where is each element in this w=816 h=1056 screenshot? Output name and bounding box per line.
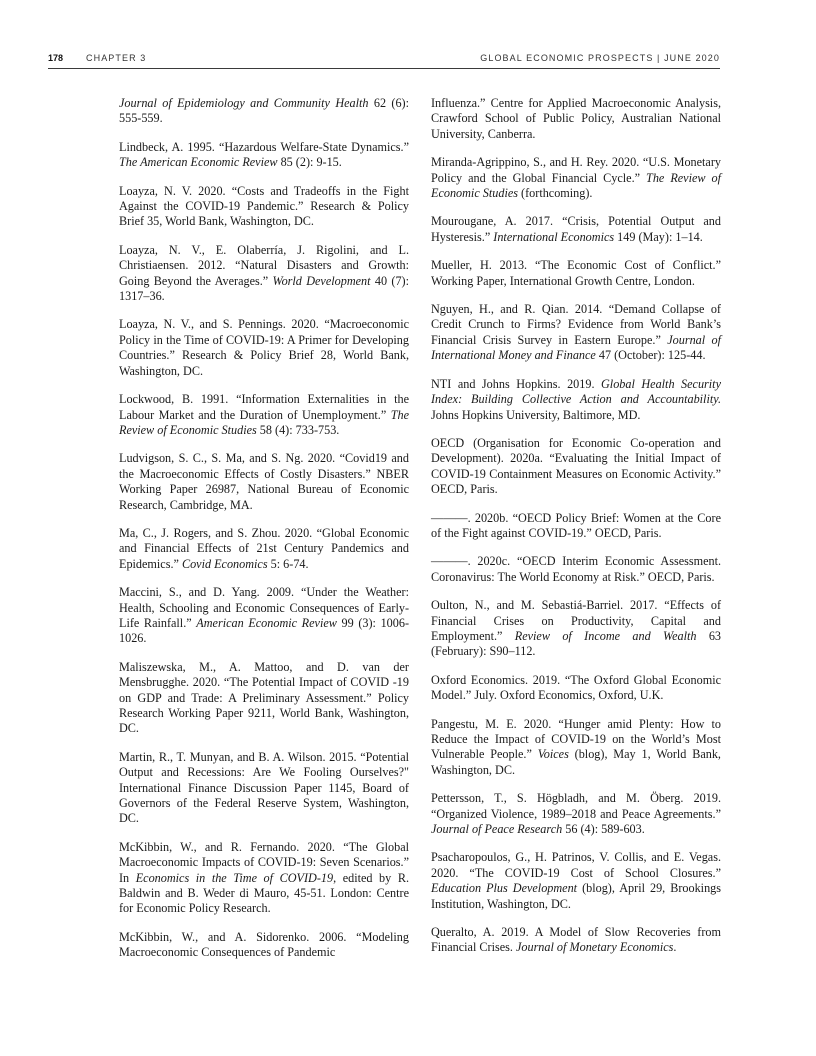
reference-text: , edited by R. Baldwin and B. Weder di Mauro, 45-51. London: Centre for Economic Policy Research. [119, 870, 409, 916]
reference-source-title: The Review of Economic Studies [119, 407, 409, 437]
reference-entry [119, 660, 409, 737]
reference-text: 63 (February): S90–112. [431, 628, 722, 659]
page-number: 178 [48, 53, 64, 63]
reference-entry [119, 585, 409, 647]
running-header [48, 50, 720, 69]
reference-text: Miranda-Agrippino, S., and H. Rey. 2020. “U.S. Monetary Policy and the Global Financial Cycle.” [431, 155, 721, 185]
reference-text: Maccini, S., and D. Yang. 2009. “Under the Weather: Health, Schooling and Economic Consequences of Early-Life Rainfall.” [119, 585, 409, 630]
reference-text: 56 (4): 589-603. [562, 822, 645, 837]
reference-text: ———. 2020c. “OECD Interim Economic Assessment. Coronavirus: The World Economy at Risk.” OECD, Paris. [431, 554, 721, 584]
reference-text: Nguyen, H., and R. Qian. 2014. “Demand Collapse of Credit Crunch to Firms? Evidence from World Bank’s Financial Crisis Survey in Eastern Europe.” [431, 302, 721, 347]
reference-text: Maliszewska, M., A. Mattoo, and D. van der Mensbrugghe. 2020. “The Potential Impact of COVID -19 on GDP and Trade: A Preliminary Assessment.” Policy Research Working Paper 9211, World Bank, Washington, DC. [119, 659, 409, 736]
reference-source-title: World Development [272, 273, 371, 288]
reference-text: 62 (6): 555-559. [119, 96, 409, 126]
reference-source-title: American Economic Review [196, 615, 337, 630]
reference-text: Oulton, N., and M. Sebastiá-Barriel. 2017. “Effects of Financial Crises on Productivity, Capital and Employment.” [431, 598, 721, 643]
reference-source-title: Journal of International Money and Finance [431, 332, 721, 363]
reference-source-title: Journal of Epidemiology and Community Health [119, 96, 369, 110]
reference-source-title: Education Plus Development [431, 881, 578, 896]
reference-entry [119, 750, 409, 827]
reference-source-title: Journal of Monetary Economics [515, 940, 674, 955]
reference-text: Loayza, N. V., and S. Pennings. 2020. “Macroeconomic Policy in the Time of COVID-19: A Primer for Developing Countries.” Research & Policy Brief 28, World Bank, Washington, DC. [119, 317, 409, 378]
reference-text: Influenza.” Centre for Applied Macroeconomic Analysis, Crawford School of Public Policy, Australian National University, Canberra. [431, 96, 721, 141]
reference-entry [431, 302, 721, 364]
reference-text: Ma, C., J. Rogers, and S. Zhou. 2020. “Global Economic and Financial Effects of 21st Century Pandemics and Epidemics.” [119, 525, 409, 571]
reference-entry [431, 258, 721, 289]
reference-entry [119, 140, 409, 171]
reference-text: Lockwood, B. 1991. “Information Externalities in the Labour Market and the Duration of Unemployment.” [119, 392, 409, 422]
reference-entry [431, 436, 721, 498]
reference-source-title: Economics in the Time of COVID-19 [135, 870, 334, 885]
reference-text: Psacharopoulos, G., H. Patrinos, V. Collis, and E. Vegas. 2020. “The COVID-19 Cost of School Closures.” [431, 850, 721, 880]
reference-text: . [673, 940, 677, 955]
reference-entry [119, 451, 409, 513]
reference-text: (blog), May 1, World Bank, Washington, DC. [431, 747, 721, 777]
reference-entry [431, 554, 721, 585]
reference-text: 47 (October): 125-44. [595, 348, 706, 363]
reference-entry [119, 930, 409, 961]
reference-text: OECD (Organisation for Economic Co-operation and Development). 2020a. “Evaluating the Initial Impact of COVID-19 Containment Measures on Economic Activity.” OECD, Paris. [431, 435, 721, 497]
reference-text: 58 (4): 733-753. [256, 422, 340, 437]
reference-text: Loayza, N. V., E. Olaberría, J. Rigolini, and L. Christiaensen. 2012. “Natural Disasters and Growth: Going Beyond the Averages.” [119, 242, 409, 288]
reference-entry [431, 96, 721, 142]
reference-entry [119, 840, 409, 917]
references-column-left [119, 96, 409, 974]
reference-text: Ludvigson, S. C., S. Ma, and S. Ng. 2020. “Covid19 and the Macroeconomic Effects of Costly Disasters.” NBER Working Paper 26987, National Bureau of Economic Research, Cambridge, MA. [119, 451, 409, 512]
reference-text: Oxford Economics. 2019. “The Oxford Global Economic Model.” July. Oxford Economics, Oxford, U.K. [431, 672, 721, 703]
reference-text: 85 (2): 9-15. [277, 155, 342, 170]
reference-text: ———. 2020b. “OECD Policy Brief: Women at the Core of the Fight against COVID-19.” OECD, Paris. [431, 510, 721, 540]
reference-entry [119, 317, 409, 379]
reference-text: 99 (3): 1006-1026. [119, 615, 410, 646]
reference-text: Johns Hopkins University, Baltimore, MD. [431, 407, 641, 422]
reference-text: Mourougane, A. 2017. “Crisis, Potential Output and Hysteresis.” [431, 214, 721, 244]
reference-text: 5: 6-74. [267, 556, 309, 571]
reference-entry [119, 243, 409, 305]
reference-entry [431, 377, 721, 423]
reference-entry [119, 184, 409, 230]
chapter-label: CHAPTER 3 [86, 53, 147, 63]
reference-text: Queralto, A. 2019. A Model of Slow Recoveries from Financial Crises. [431, 925, 721, 955]
reference-source-title: The Review of Economic Studies [431, 170, 721, 201]
reference-source-title: Voices [537, 747, 569, 762]
reference-entry [431, 850, 721, 912]
reference-source-title: Covid Economics [181, 556, 268, 571]
reference-entry [431, 717, 721, 779]
reference-source-title: Review of Income and Wealth [514, 628, 697, 643]
references-column-right [431, 96, 721, 969]
reference-text: Lindbeck, A. 1995. “Hazardous Welfare-State Dynamics.” [119, 139, 409, 154]
reference-text: 40 (7): 1317–36. [119, 273, 409, 304]
publication-title: GLOBAL ECONOMIC PROSPECTS | JUNE 2020 [480, 53, 720, 63]
reference-entry [431, 155, 721, 201]
reference-text: (blog), April 29, Brookings Institution, Washington, DC. [431, 881, 722, 911]
reference-entry [431, 214, 721, 245]
reference-text: Pettersson, T., S. Högbladh, and M. Öberg. 2019. “Organized Violence, 1989–2018 and Peace Agreements.” [431, 791, 721, 821]
reference-entry [119, 526, 409, 572]
reference-text: 149 (May): 1–14. [614, 229, 703, 244]
reference-source-title: The American Economic Review [119, 155, 278, 170]
reference-source-title: Global Health Security Index: Building Collective Action and Accountability. [431, 376, 721, 407]
reference-source-title: Journal of Peace Research [431, 822, 563, 837]
reference-source-title: International Economics [493, 229, 615, 244]
reference-text: McKibbin, W., and R. Fernando. 2020. “The Global Macroeconomic Impacts of COVID-19: Seven Scenarios.” In [119, 839, 409, 885]
reference-entry [119, 96, 409, 127]
reference-text: Pangestu, M. E. 2020. “Hunger amid Plenty: How to Reduce the Impact of COVID-19 on the World’s Most Vulnerable People.” [431, 716, 721, 762]
reference-text: Loayza, N. V. 2020. “Costs and Tradeoffs in the Fight Against the COVID-19 Pandemic.” Research & Policy Brief 35, World Bank, Washington, DC. [119, 183, 409, 229]
reference-entry [431, 925, 721, 956]
reference-text: NTI and Johns Hopkins. 2019. [431, 376, 601, 391]
reference-text: Martin, R., T. Munyan, and B. A. Wilson. 2015. “Potential Output and Recessions: Are We Fooling Ourselves?" International Finance Discussion Paper 1145, Board of Governors of the Federal Reserve System, Washington, DC. [119, 749, 409, 826]
reference-entry [431, 511, 721, 542]
reference-text: (forthcoming). [518, 186, 593, 201]
reference-entry [431, 598, 721, 660]
reference-entry [431, 791, 721, 837]
reference-text: Mueller, H. 2013. “The Economic Cost of Conflict.” Working Paper, International Growth Centre, London. [431, 258, 721, 288]
reference-text: McKibbin, W., and A. Sidorenko. 2006. “Modeling Macroeconomic Consequences of Pandemic [119, 929, 409, 960]
reference-entry [119, 392, 409, 438]
reference-entry [431, 673, 721, 704]
